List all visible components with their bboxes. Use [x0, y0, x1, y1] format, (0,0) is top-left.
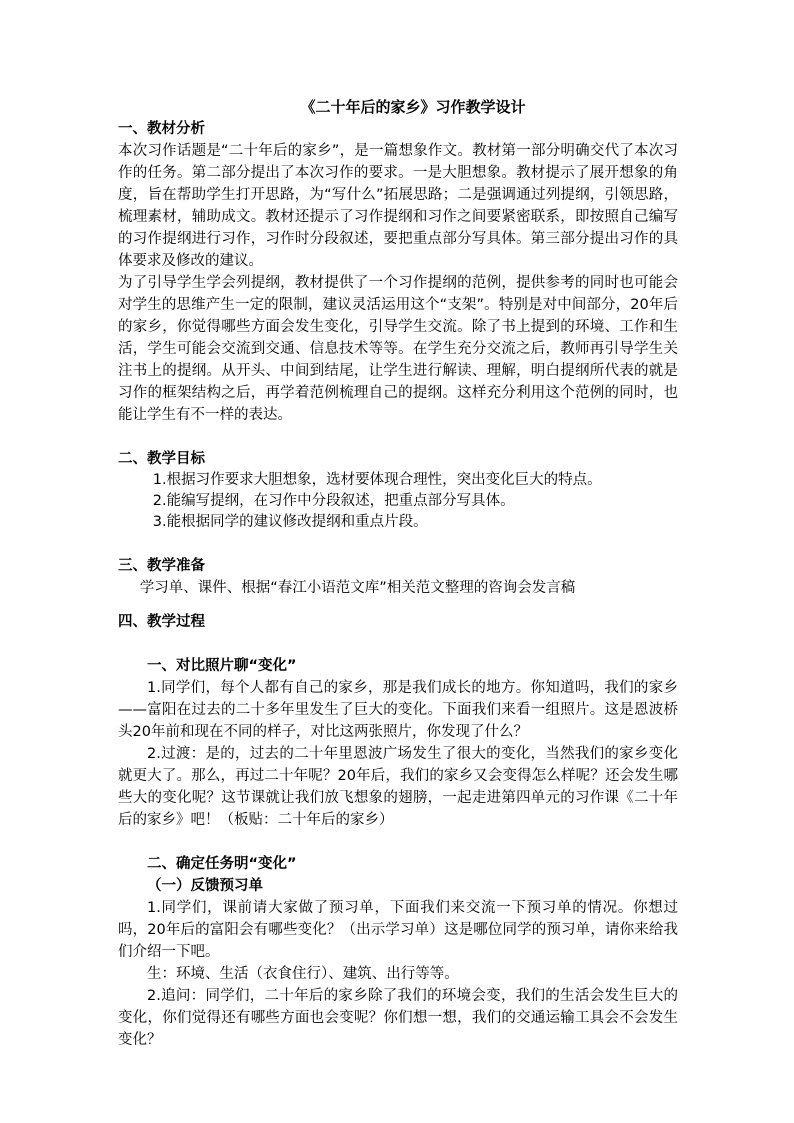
goal-item: 2.能编写提纲，在习作中分段叙述，把重点部分写具体。 — [152, 493, 515, 509]
goal-item: 1.根据习作要求大胆想象，选材要体现合理性，突出变化巨大的特点。 — [152, 472, 602, 488]
goal-item: 3.能根据同学的建议修改提纲和重点片段。 — [152, 514, 428, 530]
part-2-heading: 二、确定任务明“变化” — [147, 856, 297, 872]
section-4-heading: 四、教学过程 — [118, 614, 205, 630]
section-3-heading: 三、教学准备 — [118, 558, 205, 574]
document-title: 《二十年后的家乡》习作教学设计 — [300, 98, 526, 116]
part-1-paragraph-1: 1.同学们，每个人都有自己的家乡，那是我们成长的地方。你知道吗，我们的家乡——富阳在过去的二十多年里发生了巨大的变化。下面我们来看一组照片。这是恩波桥头20年前和现在不同的样子，对比这两张照片，你发现了什么？ — [118, 680, 678, 740]
document-page — [118, 96, 678, 1051]
part-2-paragraph-1: 1.同学们，课前请大家做了预习单，下面我们来交流一下预习单的情况。你想过吗，20年后的富阳会有哪些变化？（出示学习单）这是哪位同学的预习单，请你来给我们介绍一下吧。 — [118, 900, 678, 960]
section-1-heading: 一、教材分析 — [118, 121, 205, 137]
part-1-paragraph-2: 2.过渡：是的，过去的二十年里恩波广场发生了很大的变化，当然我们的家乡变化就更大了。那么，再过二十年呢？20年后，我们的家乡又会变得怎么样呢？还会发生哪些大的变化呢？这节课就让我们放飞想象的翅膀，一起走进第四单元的习作课《二十年后的家乡》吧！（板贴：二十年后的家乡） — [118, 746, 678, 828]
part-2-paragraph-3: 2.追问：同学们，二十年后的家乡除了我们的环境会变，我们的生活会发生巨大的变化，你们觉得还有哪些方面也会变呢？你们想一想，我们的交通运输工具会不会发生变化？ — [118, 988, 678, 1048]
part-1-heading: 一、对比照片聊“变化” — [147, 658, 297, 674]
part-2-subheading: （一）反馈预习单 — [147, 878, 263, 894]
section-1-paragraph-2: 为了引导学生学会列提纲，教材提供了一个习作提纲的范例，提供参考的同时也可能会对学生的思维产生一定的限制，建议灵活运用这个“支架”。特别是对中间部分，20年后的家乡，你觉得哪些方面会发生变化，引导学生交流。除了书上提到的环境、工作和生活，学生可能会交流到交通、信息技术等等。在学生充分交流之后，教师再引导学生关注书上的提纲。从开头、中间到结尾，让学生进行解读、理解，明白提纲所代表的就是习作的框架结构之后，再学着范例梳理自己的提纲。这样充分利用这个范例的同时，也能让学生有不一样的表达。 — [118, 275, 678, 423]
section-1-paragraph-1: 本次习作话题是“二十年后的家乡”，是一篇想象作文。教材第一部分明确交代了本次习作的任务。第二部分提出了本次习作的要求。一是大胆想象。教材提示了展开想象的角度，旨在帮助学生打开思路，为“写什么”拓展思路；二是强调通过列提纲，引领思路，梳理素材，辅助成文。教材还提示了习作提纲和习作之间要紧密联系，即按照自己编写的习作提纲进行习作，习作时分段叙述，要把重点部分写具体。第三部分提出习作的具体要求及修改的建议。 — [118, 143, 678, 269]
section-2-heading: 二、教学目标 — [118, 451, 205, 467]
section-3-text: 学习单、课件、根据“春江小语范文库”相关范文整理的咨询会发言稿 — [139, 580, 576, 596]
part-2-paragraph-2: 生：环境、生活（衣食住行）、建筑、出行等等。 — [147, 966, 459, 982]
